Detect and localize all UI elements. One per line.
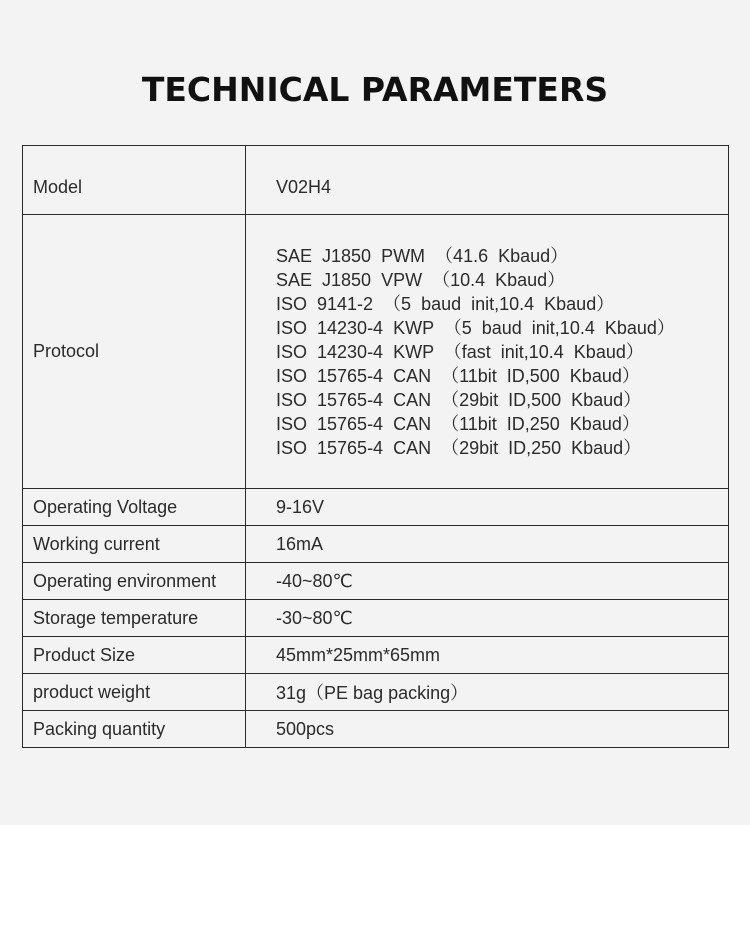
- value-size: 45mm*25mm*65mm: [246, 637, 729, 674]
- table-row-size: [23, 637, 729, 674]
- label-environment: Operating environment: [23, 563, 246, 600]
- table-row-storage: [23, 600, 729, 637]
- protocol-list: [276, 244, 728, 460]
- value-quantity: 500pcs: [246, 711, 729, 748]
- label-voltage: Operating Voltage: [23, 489, 246, 526]
- value-model: V02H4: [246, 146, 729, 215]
- table-row-current: [23, 526, 729, 563]
- protocol-item: ISO 14230-4 KWP （fast init,10.4 Kbaud）: [276, 341, 644, 362]
- table-row-weight: [23, 674, 729, 711]
- spec-table: [22, 145, 729, 748]
- table-row-protocol: [23, 215, 729, 489]
- protocol-item: ISO 15765-4 CAN （29bit ID,500 Kbaud）: [276, 389, 642, 410]
- page-title: TECHNICAL PARAMETERS: [141, 70, 609, 109]
- label-weight: product weight: [23, 674, 246, 711]
- label-model: Model: [23, 146, 246, 215]
- label-size: Product Size: [23, 637, 246, 674]
- protocol-item: SAE J1850 VPW （10.4 Kbaud）: [276, 269, 566, 290]
- protocol-item: ISO 14230-4 KWP （5 baud init,10.4 Kbaud）: [276, 317, 675, 338]
- table-row-model: [23, 146, 729, 215]
- protocol-item: ISO 9141-2 （5 baud init,10.4 Kbaud）: [276, 293, 615, 314]
- protocol-item: ISO 15765-4 CAN （11bit ID,500 Kbaud）: [276, 365, 640, 386]
- value-environment: -40~80℃: [246, 563, 729, 600]
- value-current: 16mA: [246, 526, 729, 563]
- protocol-item: SAE J1850 PWM （41.6 Kbaud）: [276, 245, 569, 266]
- value-weight: 31g（PE bag packing）: [246, 674, 729, 711]
- value-protocol: [246, 215, 729, 489]
- label-current: Working current: [23, 526, 246, 563]
- label-protocol: Protocol: [23, 215, 246, 489]
- table-row-voltage: [23, 489, 729, 526]
- protocol-item: ISO 15765-4 CAN （29bit ID,250 Kbaud）: [276, 437, 642, 458]
- value-storage: -30~80℃: [246, 600, 729, 637]
- label-quantity: Packing quantity: [23, 711, 246, 748]
- label-storage: Storage temperature: [23, 600, 246, 637]
- value-voltage: 9-16V: [246, 489, 729, 526]
- table-row-quantity: [23, 711, 729, 748]
- protocol-item: ISO 15765-4 CAN （11bit ID,250 Kbaud）: [276, 413, 640, 434]
- table-row-environment: [23, 563, 729, 600]
